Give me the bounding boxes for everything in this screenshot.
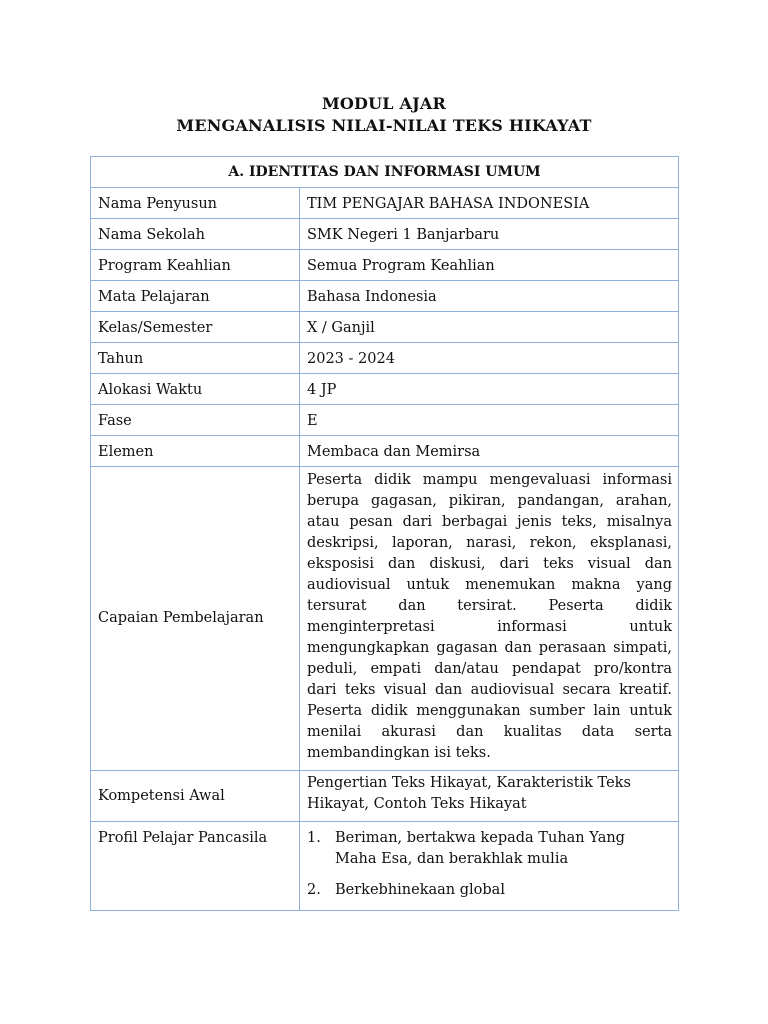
row-label: Elemen [91, 436, 300, 467]
row-value: SMK Negeri 1 Banjarbaru [300, 219, 679, 250]
row-label: Capaian Pembelajaran [91, 467, 300, 771]
table-row-kompetensi [91, 771, 679, 822]
row-value: 4 JP [300, 374, 679, 405]
row-value: Bahasa Indonesia [300, 281, 679, 312]
document-subtitle: MENGANALISIS NILAI-NILAI TEKS HIKAYAT [176, 116, 592, 135]
row-label: Nama Sekolah [91, 219, 300, 250]
identity-table [90, 156, 679, 911]
table-row-profil [91, 822, 679, 911]
row-value: Semua Program Keahlian [300, 250, 679, 281]
table-row [91, 188, 679, 219]
table-row [91, 405, 679, 436]
table-row [91, 312, 679, 343]
row-label: Profil Pelajar Pancasila [91, 822, 300, 911]
row-value: E [300, 405, 679, 436]
table-row [91, 436, 679, 467]
table-row-capaian [91, 467, 679, 771]
row-value [300, 771, 679, 822]
document-title: MODUL AJAR [322, 94, 446, 113]
row-label: Nama Penyusun [91, 188, 300, 219]
capaian-text: Peserta didik mampu mengevaluasi informasi berupa gagasan, pikiran, pandangan, arahan, atau pesan dari berbagai jenis teks, misalnya deskripsi, laporan, narasi, rekon, eksplanasi, eksposisi dan diskusi, dari teks visual dan audiovisual untuk menemukan makna yang tersurat dan tersirat. Peserta didik menginterpretasi informasi untuk mengungkapkan gagasan dan perasaan simpati, peduli, empati dan/atau pendapat pro/kontra dari teks visual dan audiovisual secara kreatif. Peserta didik menggunakan sumber lain untuk menilai akurasi dan kualitas data serta membandingkan isi teks. [307, 472, 673, 761]
list-item: 2. Berkebhinekaan global [307, 882, 505, 898]
row-label: Kelas/Semester [91, 312, 300, 343]
row-value: X / Ganjil [300, 312, 679, 343]
row-label: Program Keahlian [91, 250, 300, 281]
list-item: 1. Beriman, bertakwa kepada Tuhan Yang Maha Esa, dan berakhlak mulia [307, 830, 625, 867]
row-label: Alokasi Waktu [91, 374, 300, 405]
row-label: Tahun [91, 343, 300, 374]
table-row [91, 281, 679, 312]
table-row [91, 219, 679, 250]
table-row [91, 374, 679, 405]
row-value [300, 467, 679, 771]
row-label: Mata Pelajaran [91, 281, 300, 312]
row-value: 2023 - 2024 [300, 343, 679, 374]
table-row [91, 343, 679, 374]
kompetensi-text: Pengertian Teks Hikayat, Karakteristik Teks Hikayat, Contoh Teks Hikayat [307, 775, 631, 812]
section-heading: A. IDENTITAS DAN INFORMASI UMUM [91, 157, 679, 188]
row-value [300, 822, 679, 911]
row-value: TIM PENGAJAR BAHASA INDONESIA [300, 188, 679, 219]
row-value: Membaca dan Memirsa [300, 436, 679, 467]
profil-list [307, 828, 671, 901]
table-row [91, 250, 679, 281]
row-label: Fase [91, 405, 300, 436]
row-label: Kompetensi Awal [91, 771, 300, 822]
